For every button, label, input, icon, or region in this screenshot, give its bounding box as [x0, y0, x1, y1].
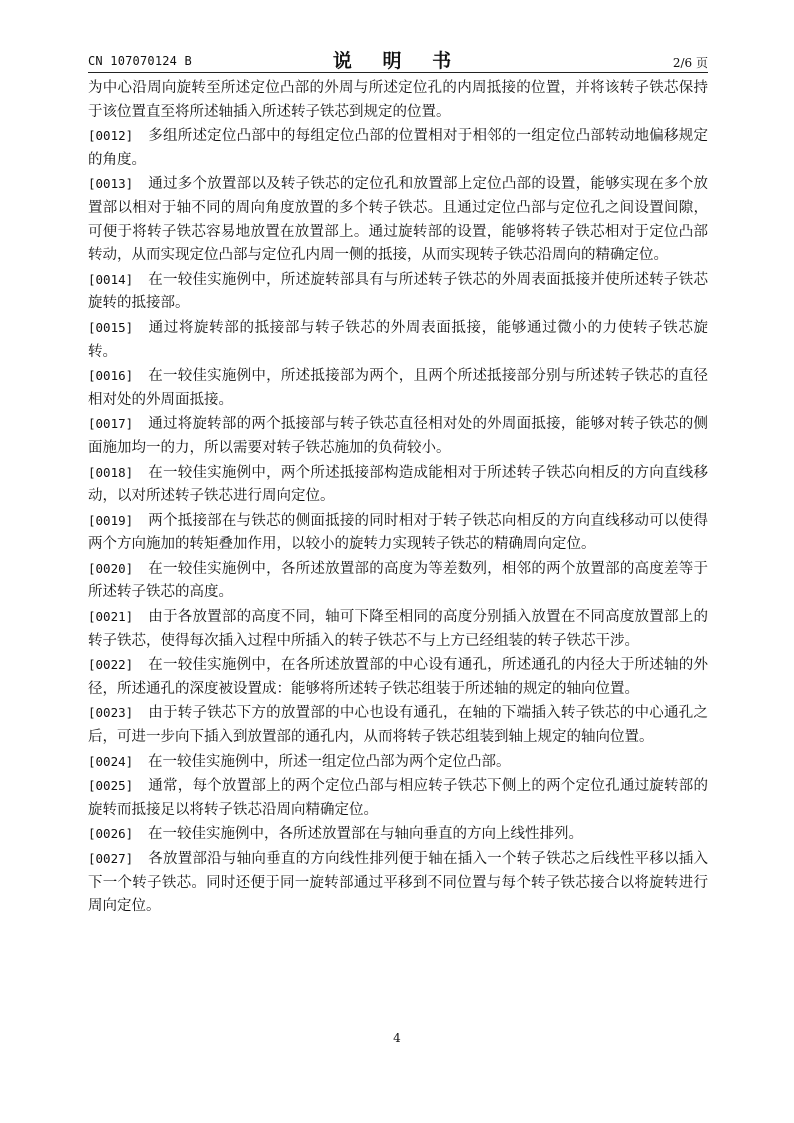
page-info: 2/6 页 [672, 56, 708, 70]
paragraph-number: [0025] [88, 778, 134, 794]
paragraph [88, 268, 708, 316]
paragraph-number: [0020] [88, 560, 134, 576]
paragraph-text: 通过将旋转部的抵接部与转子铁芯的外周表面抵接，能够通过微小的力使转子铁芯旋转。 [88, 319, 708, 360]
paragraph [88, 509, 708, 557]
paragraph-text: 在一较佳实施例中，在各所述放置部的中心设有通孔，所述通孔的内径大于所述轴的外径，所述通孔的深度被设置成：能够将所述转子铁芯组装于所述轴的规定的轴向位置。 [88, 657, 708, 697]
paragraph-text: 各放置部沿与轴向垂直的方向线性排列便于轴在插入一个转子铁芯之后线性平移以插入下一个转子铁芯。同时还便于同一旋转部通过平移到不同位置与每个转子铁芯接合以将旋转进行周向定位。 [88, 851, 708, 915]
continuation-text: 为中心沿周向旋转至所述定位凸部的外周与所述定位孔的内周抵接的位置，并将该转子铁芯保持于该位置直至将所述轴插入所述转子铁芯到规定的位置。 [88, 80, 708, 120]
paragraph [88, 653, 708, 701]
paragraph-number: [0027] [88, 851, 134, 866]
paragraph-text: 由于转子铁芯下方的放置部的中心也设有通孔，在轴的下端插入转子铁芯的中心通孔之后，可进一步向下插入到放置部的通孔内，从而将转子铁芯组装到轴上规定的轴向位置。 [88, 705, 708, 746]
paragraph [88, 701, 708, 749]
paragraph-text: 两个抵接部在与铁芯的侧面抵接的同时相对于转子铁芯向相反的方向直线移动可以使得两个方向施加的转矩叠加作用，以较小的旋转力实现转子铁芯的精确周向定位。 [88, 512, 708, 553]
paragraph-text: 由于各放置部的高度不同，轴可下降至相同的高度分别插入放置在不同高度放置部上的转子铁芯，使得每次插入过程中所插入的转子铁芯不与上方已经组装的转子铁芯干涉。 [88, 609, 708, 649]
paragraph-number: [0024] [88, 753, 134, 769]
paragraph-list [88, 124, 708, 919]
patent-number: CN 107070124 B [88, 54, 192, 68]
paragraph-number: [0022] [88, 657, 134, 673]
paragraph [88, 124, 708, 172]
paragraph-text: 多组所述定位凸部中的每组定位凸部的位置相对于相邻的一组定位凸部转动地偏移规定的角度。 [88, 128, 708, 168]
paragraph [88, 316, 708, 364]
paragraph-number: [0016] [88, 368, 134, 384]
paragraph-number: [0017] [88, 416, 134, 432]
paragraph-number: [0023] [88, 705, 134, 721]
paragraph-text: 在一较佳实施例中，两个所述抵接部构造成能相对于所述转子铁芯向相反的方向直线移动，以对所述转子铁芯进行周向定位。 [88, 464, 708, 505]
paragraph-number: [0026] [88, 826, 134, 842]
paragraph-text: 通过将旋转部的两个抵接部与转子铁芯直径相对处的外周面抵接，能够对转子铁芯的侧面施加均一的力，所以需要对转子铁芯施加的负荷较小。 [88, 416, 708, 456]
paragraph [88, 847, 708, 919]
document-body [88, 77, 708, 919]
page-number: 4 [393, 1031, 401, 1045]
paragraph [88, 461, 708, 509]
paragraph [88, 750, 708, 775]
paragraph-number: [0013] [88, 176, 134, 192]
paragraph-number: [0018] [88, 464, 134, 480]
paragraph [88, 412, 708, 460]
paragraph-number: [0019] [88, 512, 134, 528]
paragraph-text: 在一较佳实施例中，所述一组定位凸部为两个定位凸部。 [148, 753, 511, 770]
paragraph-number: [0015] [88, 319, 134, 335]
paragraph-text: 通常，每个放置部上的两个定位凸部与相应转子铁芯下侧上的两个定位孔通过旋转部的旋转而抵接足以将转子铁芯沿周向精确定位。 [88, 778, 708, 818]
paragraph-text: 在一较佳实施例中，所述旋转部具有与所述转子铁芯的外周表面抵接并使所述转子铁芯旋转的抵接部。 [88, 271, 708, 312]
paragraph-text: 在一较佳实施例中，所述抵接部为两个，且两个所述抵接部分别与所述转子铁芯的直径相对处的外周面抵接。 [88, 368, 708, 408]
paragraph-text: 在一较佳实施例中，各所述放置部在与轴向垂直的方向上线性排列。 [148, 826, 583, 843]
paragraph [88, 172, 708, 267]
document-title: 说 明 书 [332, 50, 464, 72]
page-header [88, 44, 708, 73]
paragraph-number: [0014] [88, 271, 134, 287]
paragraph-number: [0012] [88, 128, 134, 144]
paragraph [88, 557, 708, 605]
paragraph-text: 在一较佳实施例中，各所述放置部的高度为等差数列，相邻的两个放置部的高度差等于所述转子铁芯的高度。 [88, 560, 708, 601]
paragraph [88, 774, 708, 822]
paragraph [88, 822, 708, 847]
paragraph [88, 364, 708, 412]
paragraph-number: [0021] [88, 609, 134, 625]
paragraph-text: 通过多个放置部以及转子铁芯的定位孔和放置部上定位凸部的设置，能够实现在多个放置部以相对于轴不同的周向角度放置的多个转子铁芯。且通过定位凸部与定位孔之间设置间隙，可便于将转子铁芯容易地放置在放置部上。通过旋转部的设置，能够将转子铁芯相对于定位凸部转动，从而实现定位凸部与定位孔内周一侧的抵接，从而实现转子铁芯沿周向的精确定位。 [88, 176, 708, 264]
paragraph [88, 605, 708, 653]
